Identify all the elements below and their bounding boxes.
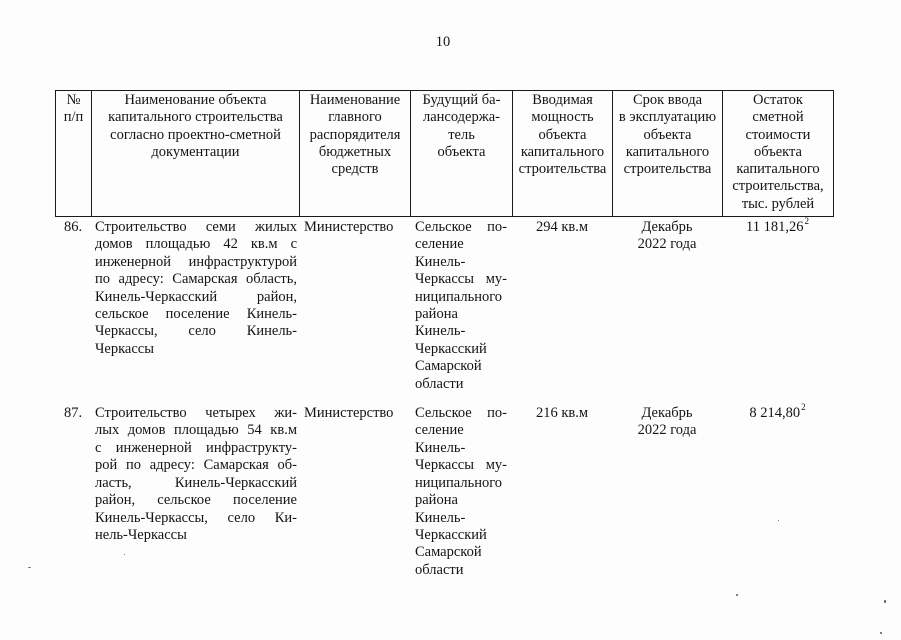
text-line: Самарской — [415, 358, 482, 375]
text-line: Черкассы му- — [415, 271, 507, 288]
text-line: Черкасский — [415, 526, 487, 543]
text-line: ниципального — [415, 288, 503, 305]
text-line: Наименование — [309, 92, 401, 108]
text-line: Черкассы, село Кинель- — [95, 323, 297, 340]
commissioning-date — [612, 404, 722, 590]
scan-speck — [28, 567, 31, 568]
scan-speck — [884, 600, 886, 603]
text-line: ласть, Кинель-Черкасский — [95, 474, 297, 491]
object-name — [91, 218, 299, 404]
remaining-cost-cell — [722, 404, 833, 590]
header-cell-budget-manager — [300, 91, 411, 217]
text-line: Срок ввода — [632, 92, 703, 108]
table-body — [55, 218, 833, 590]
text-line: п/п — [63, 109, 84, 126]
header-cell-object-name — [92, 91, 300, 217]
text-line: Черкассы — [95, 340, 154, 357]
text-line: Наименование объекта — [124, 92, 267, 108]
object-name — [91, 404, 299, 590]
text-line: Будущий ба- — [422, 92, 501, 108]
header-cell-future-holder — [411, 91, 513, 217]
text-line: Кинель- — [415, 253, 466, 270]
text-line: Остаток — [753, 92, 803, 108]
header-cell-commissioning-date — [613, 91, 723, 217]
text-line: тель — [448, 126, 475, 143]
text-line: строительства — [518, 161, 607, 178]
text-line: средств — [331, 161, 379, 178]
remaining-cost: 11 181,26 — [746, 219, 804, 235]
text-line: с инженерной инфраструкту- — [95, 439, 297, 456]
text-line: распорядителя — [309, 126, 401, 143]
text-line: Строительство четырех жи- — [95, 405, 297, 422]
header-row — [56, 91, 834, 217]
text-line: по адресу: Самарская область, — [95, 271, 297, 288]
text-line: тыс. рублей — [741, 195, 815, 212]
text-line: лых домов площадью 54 кв.м — [95, 422, 297, 439]
text-line: капитального — [736, 161, 820, 178]
text-line: стоимости — [745, 126, 811, 143]
text-line: 2022 года — [637, 236, 697, 253]
future-holder — [410, 218, 512, 404]
text-line: района — [415, 306, 458, 323]
text-line: в эксплуатацию — [618, 109, 717, 126]
text-line: Вводимая — [532, 92, 593, 108]
text-line: ниципального — [415, 474, 503, 491]
text-line: селение — [415, 422, 464, 439]
table-row — [55, 218, 833, 404]
text-line: главного — [328, 109, 382, 126]
text-line: Кинель-Черкасский район, — [95, 288, 297, 305]
footnote-mark: 2 — [801, 402, 806, 413]
row-number: 86. — [63, 219, 83, 235]
text-line: согласно проектно-сметной — [110, 126, 281, 143]
page-number: 10 — [435, 34, 451, 50]
text-line: Черкассы му- — [415, 457, 507, 474]
text-line: Декабрь — [641, 405, 693, 422]
text-line: селение — [415, 236, 464, 253]
text-line: объекта — [753, 143, 802, 160]
scan-speck — [736, 594, 738, 596]
text-line: Декабрь — [641, 219, 693, 235]
footnote-mark: 2 — [804, 216, 809, 227]
text-line: инженерной инфраструктурой — [95, 253, 297, 270]
text-line: Самарской — [415, 544, 482, 561]
text-line: капитального строительства — [108, 109, 283, 126]
budget-manager: Министерство — [304, 405, 394, 422]
table-row — [55, 404, 833, 590]
text-line: бюджетных — [318, 143, 392, 160]
capacity: 216 кв.м — [535, 405, 589, 422]
text-line: объекта — [538, 126, 587, 143]
text-line: капитального — [520, 143, 605, 160]
text-line: лансодержа- — [422, 109, 501, 126]
text-line: № — [66, 92, 81, 108]
future-holder — [410, 404, 512, 590]
text-line: капитального — [625, 143, 710, 160]
text-line: области — [415, 375, 464, 392]
text-line: области — [415, 561, 464, 578]
text-line: строительства, — [732, 178, 824, 195]
text-line: район, сельское поселение — [95, 492, 297, 509]
remaining-cost-cell — [722, 218, 833, 404]
text-line: домов площадью 42 кв.м с — [95, 236, 297, 253]
budget-manager: Министерство — [304, 219, 394, 235]
text-line: сметной — [752, 109, 804, 126]
text-line: Сельское по- — [415, 219, 507, 235]
row-number: 87. — [63, 405, 83, 422]
text-line: Кинель- — [415, 323, 466, 340]
scan-speck — [880, 632, 882, 634]
text-line: Строительство семи жилых — [95, 219, 297, 235]
text-line: мощность — [531, 109, 594, 126]
commissioning-date — [612, 218, 722, 404]
text-line: района — [415, 492, 458, 509]
text-line: Кинель- — [415, 439, 466, 456]
text-line: строительства — [623, 161, 712, 178]
text-line: нель-Черкассы — [95, 526, 187, 543]
text-line: сельское поселение Кинель- — [95, 306, 297, 323]
text-line: Сельское по- — [415, 405, 507, 422]
header-cell-remaining-cost — [723, 91, 834, 217]
header-cell-capacity — [513, 91, 613, 217]
header-cell-number — [56, 91, 92, 217]
scan-speck — [778, 520, 779, 521]
text-line: Кинель-Черкассы, село Ки- — [95, 509, 297, 526]
capacity: 294 кв.м — [535, 219, 589, 235]
remaining-cost: 8 214,80 — [749, 405, 801, 422]
text-line: 2022 года — [637, 422, 697, 439]
table-header — [55, 90, 834, 217]
text-line: Кинель- — [415, 509, 466, 526]
text-line: рой по адресу: Самарская об- — [95, 457, 297, 474]
scan-speck — [124, 554, 125, 555]
text-line: документации — [151, 143, 240, 160]
text-line: объекта — [643, 126, 692, 143]
text-line: объекта — [437, 143, 486, 160]
text-line: Черкасский — [415, 340, 487, 357]
